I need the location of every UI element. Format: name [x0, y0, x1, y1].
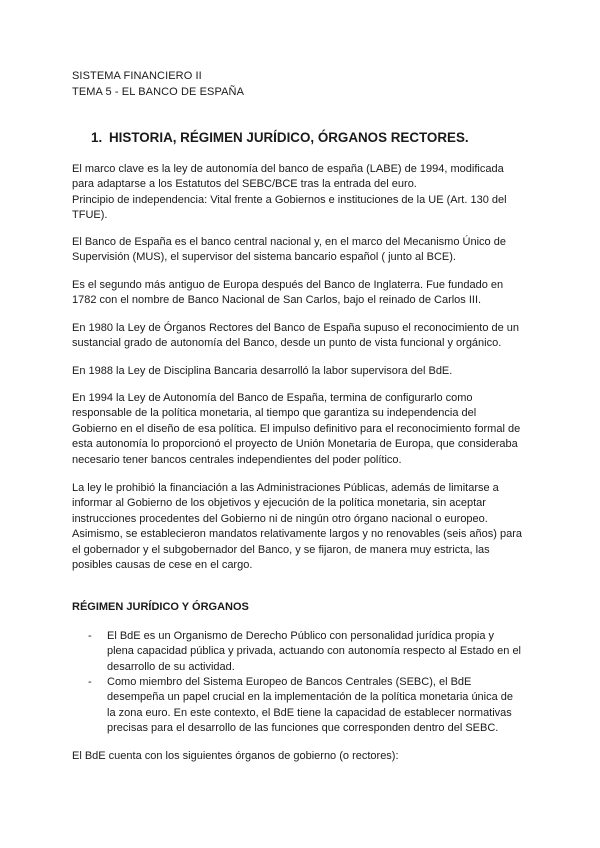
text-line: 1782 con el nombre de Banco Nacional de San Carlos, bajo el reinado de Carlos III.	[72, 294, 482, 307]
paragraph	[72, 364, 528, 379]
text-line: El Banco de España es el banco central nacional y, en el marco del Mecanismo Único de	[72, 236, 506, 248]
text-line: precisas para el desarrollo de las funciones que corresponden dentro del SEBC.	[107, 722, 499, 735]
text-line: la zona euro. En este contexto, el BdE tiene la capacidad de establecer normativas	[107, 706, 512, 719]
text-line: posibles causas de cese en el cargo.	[72, 559, 253, 572]
text-line: responsable de la política monetaria, al tiempo que garantiza su independencia del	[72, 407, 477, 420]
text-line: El BdE cuenta con los siguientes órganos de gobierno (o rectores):	[72, 750, 399, 762]
paragraph	[72, 321, 528, 352]
text-line: TFUE).	[72, 209, 108, 222]
text-line: Es el segundo más antiguo de Europa después del Banco de Inglaterra. Fue fundado en	[72, 279, 504, 291]
text-line: Asimismo, se establecieron mandatos relativamente largos y no renovables (seis años) para	[72, 528, 522, 541]
text-line: plena capacidad pública y privada, actuando con autonomía respecto al Estado en el	[107, 645, 522, 658]
subsection-heading: RÉGIMEN JURÍDICO Y ÓRGANOS	[72, 601, 249, 613]
topic-title: TEMA 5 - EL BANCO DE ESPAÑA	[72, 86, 245, 98]
paragraph	[72, 162, 528, 224]
text-line: Como miembro del Sistema Europeo de Bancos Centrales (SEBC), el BdE	[107, 676, 472, 688]
paragraph	[72, 481, 528, 573]
section-heading	[91, 130, 469, 145]
text-line: El marco clave es la ley de autonomía del banco de españa (LABE) de 1994, modificada	[72, 163, 504, 175]
paragraph	[72, 391, 528, 468]
text-line: desempeña un papel crucial en la implementación de la política monetaria única de	[107, 691, 514, 704]
section-number: 1.	[91, 130, 103, 145]
course-title: SISTEMA FINANCIERO II	[72, 70, 202, 82]
paragraph	[72, 749, 528, 764]
text-line: necesario tener bancos centrales independientes del poder político.	[72, 453, 402, 466]
paragraph	[72, 278, 528, 309]
text-line: sustancial grado de autonomía del Banco, desde un punto de vista funcional y orgánico.	[72, 337, 502, 350]
text-line: El BdE es un Organismo de Derecho Público con personalidad jurídica propia y	[107, 630, 495, 642]
bullet-marker: -	[88, 630, 92, 642]
text-line: En 1988 la Ley de Disciplina Bancaria desarrolló la labor supervisora del BdE.	[72, 365, 453, 377]
text-line: para adaptarse a los Estatutos del SEBC/BCE tras la entrada del euro.	[72, 178, 417, 191]
text-line: En 1994 la Ley de Autonomía del Banco de España, termina de configurarlo como	[72, 392, 473, 404]
text-line: Gobierno en el diseño de esa política. El impulso definitivo para el reconocimiento formal de	[72, 422, 521, 435]
text-line: el gobernador y el subgobernador del Banco, y se fijaron, de manera muy estricta, las	[72, 543, 490, 556]
bullet-marker: -	[88, 676, 92, 688]
text-line: informar al Gobierno de los objetivos y ejecución de la política monetaria, sin aceptar	[72, 497, 486, 510]
text-line: Supervisión (MUS), el supervisor del sistema bancario español ( junto al BCE).	[72, 251, 456, 264]
text-line: En 1980 la Ley de Órganos Rectores del Banco de España supuso el reconocimiento de un	[72, 322, 520, 334]
section-title: HISTORIA, RÉGIMEN JURÍDICO, ÓRGANOS RECTORES.	[109, 130, 469, 145]
text-line: La ley le prohibió la financiación a las Administraciones Públicas, además de limitarse a	[72, 482, 499, 494]
text-line: Principio de independencia: Vital frente a Gobiernos e instituciones de la UE (Art. 130 del	[72, 193, 507, 206]
text-line: desarrollo de su actividad.	[107, 660, 235, 673]
text-line: esta autonomía lo proporcionó el proyecto de Unión Monetaria de Europa, que consideraba	[72, 438, 518, 451]
text-line: instrucciones procedentes del Gobierno ni de ningún otro órgano nacional o europeo.	[72, 512, 488, 525]
paragraph	[72, 235, 528, 266]
